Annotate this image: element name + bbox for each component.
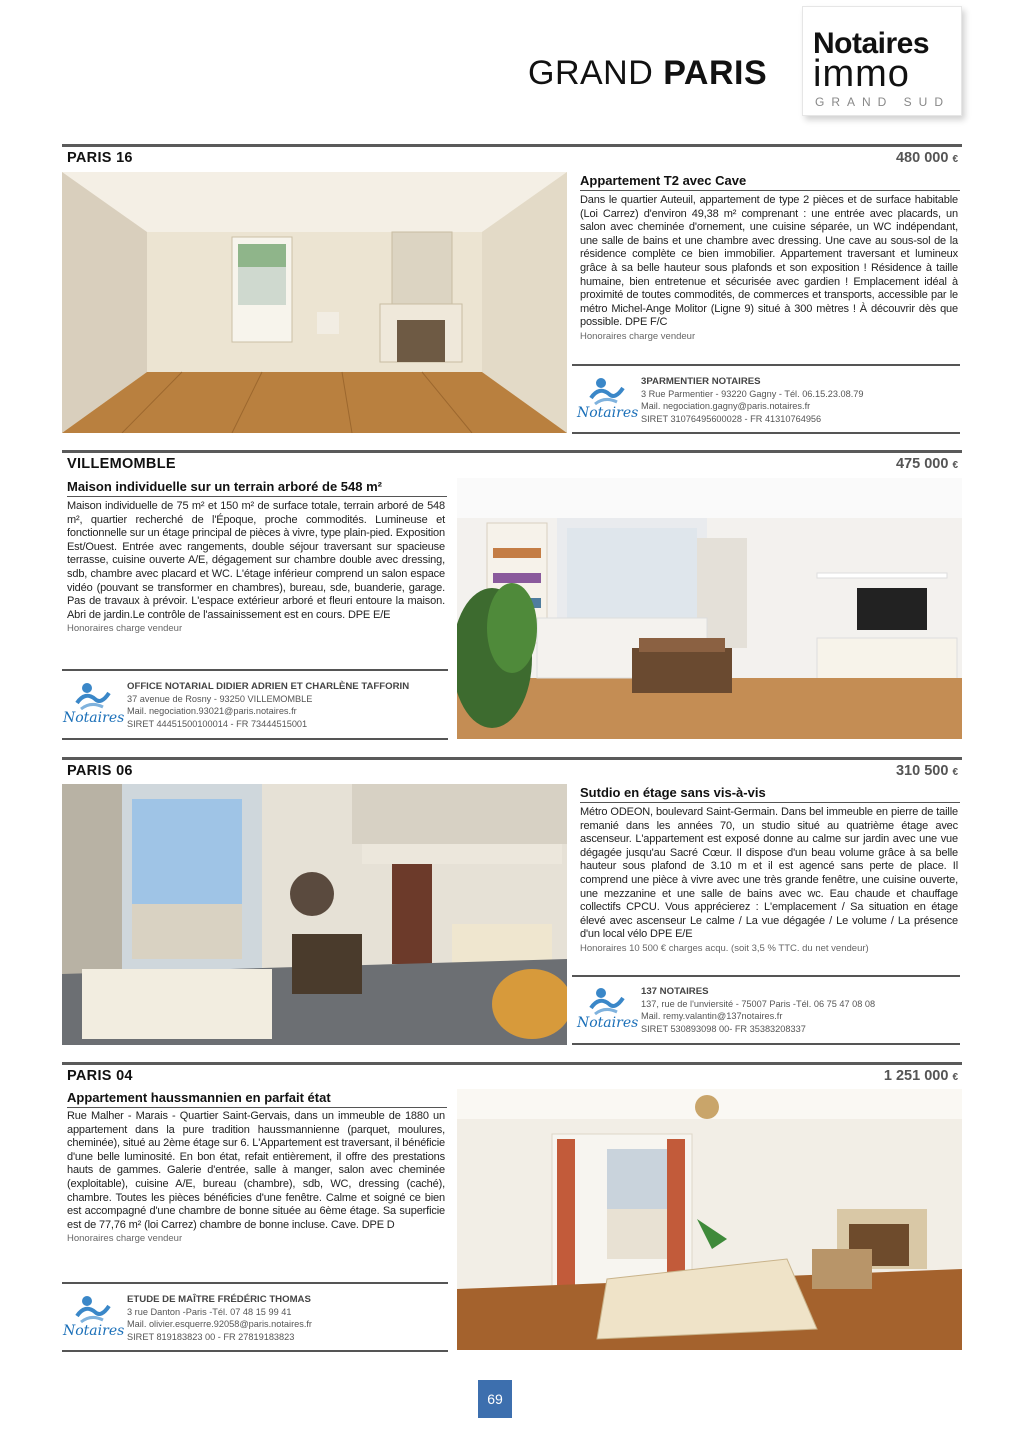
price-value: 310 500	[895, 763, 949, 779]
listing-title: Appartement haussmannien en parfait état	[67, 1090, 447, 1108]
listing-city: PARIS 06	[67, 763, 133, 779]
agency-details	[127, 1294, 312, 1343]
section-title-light: GRAND	[528, 54, 664, 92]
price-value: 1 251 000	[883, 1068, 949, 1084]
agency-card	[577, 984, 957, 1034]
listing-city: PARIS 16	[67, 150, 133, 166]
agency-divider	[572, 975, 960, 977]
listing-description: Maison individuelle de 75 m² et 150 m² de surface totale, terrain arboré de 548 m², quartier recherché de l'Époque, proche commodités. Lumineuse et fonctionnelle sur un étage principal de pièces à vivre, type plain-pied. Exposition Est/Ouest. Entrée avec rangements, double séjour traversant sur spacieuse terrasse, cuisine ouverte A/E, dégagement sur chambre double avec dressing, sdb, chambre avec placard et WC. L'étage inférieur comprend un salon espace vidéo (pouvant se transformer en chambres), bureau, sde, buanderie, garage. Pas de travaux à prévoir. L'espace extérieur arboré et fleuri entoure la maison. Abri de jardin.Le contrôle de l'assainissement est en cours. DPE E/E	[67, 500, 445, 621]
agency-siret: SIRET 44451500100014 - FR 73444515001	[127, 718, 308, 729]
price-currency: €	[952, 460, 958, 471]
listing-description: Rue Malher - Marais - Quartier Saint-Gervais, dans un immeuble de 1880 un appartement dans la pure tradition haussmannienne (parquet, moulures, cheminée), situé au 2ème étage sur 6. L'Appartement est traversant, il bénéficie d'une belle luminosité. En bon état, refait entièrement, il offre des prestations hauts de gammes. Galerie d'entrée, salle à manger, salon avec cheminée (exploitable), cuisine A/E, bureau (chambre), sdb, WC, dressing (caché), chambre. Toutes les pièces bénéficies d'une fenêtre. Calme et soigné ce bien est accompagné d'une chambre de bonne située au 6ème étage. Sa superficie est de 77,76 m² (loi Carrez) chambre de bonne incluse. Cave. DPE D	[67, 1110, 445, 1231]
agency-card	[577, 374, 957, 424]
agency-divider	[62, 1350, 448, 1352]
agency-card	[63, 679, 448, 729]
agency-siret: SIRET 819183823 00 - FR 27819183823	[127, 1331, 295, 1342]
notaires-logo-icon	[577, 984, 639, 1032]
section-title	[528, 54, 767, 93]
listing-city: VILLEMOMBLE	[67, 456, 176, 472]
listing-title: Sutdio en étage sans vis-à-vis	[580, 785, 960, 803]
listing-divider	[62, 450, 962, 453]
agency-details	[127, 681, 409, 730]
agency-divider	[62, 738, 448, 740]
listing-price	[780, 1068, 958, 1084]
notaires-logo-icon	[63, 1292, 125, 1340]
listing-fees: Honoraires charge vendeur	[67, 623, 183, 635]
price-value: 480 000	[895, 150, 949, 166]
listing-price	[800, 456, 958, 472]
listing-description: Dans le quartier Auteuil, appartement de type 2 pièces et de surface habitable (Loi Carrez) d'environ 49,38 m² comprenant : une entrée avec placards, un salon avec cheminée d'ornement, une cuisine séparée, un WC indépendant, une salle de bains et une chambre avec dressing. Une cave au sous-sol de la résidence complète ce bien immobilier. Appartement traversant et lumineux grâce à sa belle hauteur sous plafonds et son exposition ! Résidence à taille humaine, bien entretenue et sécurisée avec gardien ! Emplacement idéal à proximité de toutes commodités, de commerces et transports, accessible par le métro Michel-Ange Molitor (Ligne 9) situé à 300 mètres ! À découvrir dès que possible. DPE F/C	[580, 194, 958, 329]
notaires-wordmark: Notaires	[63, 710, 125, 726]
living-room-photo	[62, 172, 567, 433]
agency-divider	[62, 1282, 448, 1284]
agency-divider	[572, 364, 960, 366]
agency-mail: Mail. negociation.93021@paris.notaires.fr	[127, 706, 297, 717]
agency-divider	[572, 1043, 960, 1045]
agency-address: 3 rue Danton -Paris -Tél. 07 48 15 99 41	[127, 1307, 292, 1318]
listing-price	[800, 150, 958, 166]
agency-divider	[572, 432, 960, 434]
listing-description: Métro ODEON, boulevard Saint-Germain. Dans bel immeuble en pierre de taille remanié dans les années 70, un studio situé au quatrième étage avec ascenseur. L'appartement est exposé donne au calme sur jardin avec une vue dégagée jusqu'au Sacré Cœur. Il dispose d'un beau volume grâce à sa belle hauteur sous plafond de 3.10 m et il est agencé sans perte de place. Il comprend une pièce à vivre avec une très grande fenêtre, une cuisine ouverte, une mezzanine et une salle de bains avec wc. Eau chaude et chauffage collectifs CPCU. Vous apprécierez : L'emplacement / Sa situation en étage élevé avec ascenseur Le calme / La vue dégagée / Le volume / La présence d'un local vélo DPE E/E	[580, 806, 958, 941]
agency-address: 3 Rue Parmentier - 93220 Gagny - Tél. 06.15.23.08.79	[641, 389, 864, 400]
logo-line-immo: immo	[813, 53, 910, 95]
listing-divider	[62, 757, 962, 760]
notaires-logo-icon	[577, 374, 639, 422]
listing-fees: Honoraires charge vendeur	[67, 1233, 183, 1245]
section-title-bold: PARIS	[663, 54, 768, 92]
agency-divider	[62, 669, 448, 671]
logo-line-notaires: Notaires	[813, 27, 930, 60]
agency-details	[641, 986, 875, 1035]
price-currency: €	[952, 767, 958, 778]
listing-body	[580, 806, 958, 954]
agency-name: 3PARMENTIER NOTAIRES	[641, 376, 761, 387]
agency-siret: SIRET 530893098 00- FR 35383208337	[641, 1023, 806, 1034]
agency-mail: Mail. remy.valantin@137notaires.fr	[641, 1011, 783, 1022]
agency-mail: Mail. olivier.esquerre.92058@paris.notaires.fr	[127, 1319, 312, 1330]
listing-fees: Honoraires charge vendeur	[580, 330, 696, 342]
listing-fees: Honoraires 10 500 € charges acqu. (soit 3,5 % TTC. du net vendeur)	[580, 942, 869, 954]
agency-name: ETUDE DE MAÎTRE FRÉDÉRIC THOMAS	[127, 1294, 311, 1305]
agency-card	[63, 1292, 448, 1342]
listing-divider	[62, 144, 962, 147]
listing-divider	[62, 1062, 962, 1065]
price-currency: €	[952, 1072, 958, 1083]
sitting-room-photo	[457, 478, 962, 739]
dining-room-photo	[457, 1089, 962, 1350]
notaires-wordmark: Notaires	[577, 405, 639, 421]
agency-address: 137, rue de l'unviersité - 75007 Paris -Tél. 06 75 47 08 08	[641, 999, 876, 1010]
listing-body	[580, 194, 958, 342]
agency-siret: SIRET 31076495600028 - FR 41310764956	[641, 413, 822, 424]
notaires-wordmark: Notaires	[63, 1323, 125, 1339]
listing-city: PARIS 04	[67, 1068, 133, 1084]
listing-title: Maison individuelle sur un terrain arboré de 548 m²	[67, 479, 447, 497]
agency-mail: Mail. negociation.gagny@paris.notaires.fr	[641, 401, 811, 412]
logo-line-grand-sud: GRAND SUD	[815, 95, 951, 109]
notaires-wordmark: Notaires	[577, 1015, 639, 1031]
page-number: 69	[478, 1380, 512, 1418]
listing-body	[67, 500, 445, 634]
listing-title: Appartement T2 avec Cave	[580, 173, 960, 191]
studio-photo	[62, 784, 567, 1045]
agency-address: 37 avenue de Rosny - 93250 VILLEMOMBLE	[127, 694, 313, 705]
notaires-logo-icon	[63, 679, 125, 727]
price-value: 475 000	[895, 456, 949, 472]
agency-details	[641, 376, 864, 425]
agency-name: 137 NOTAIRES	[641, 986, 709, 997]
price-currency: €	[952, 154, 958, 165]
listing-body	[67, 1110, 445, 1244]
listing-price	[800, 763, 958, 779]
notaires-immo-logo	[802, 6, 962, 116]
agency-name: OFFICE NOTARIAL DIDIER ADRIEN ET CHARLÈNE TAFFORIN	[127, 681, 410, 692]
